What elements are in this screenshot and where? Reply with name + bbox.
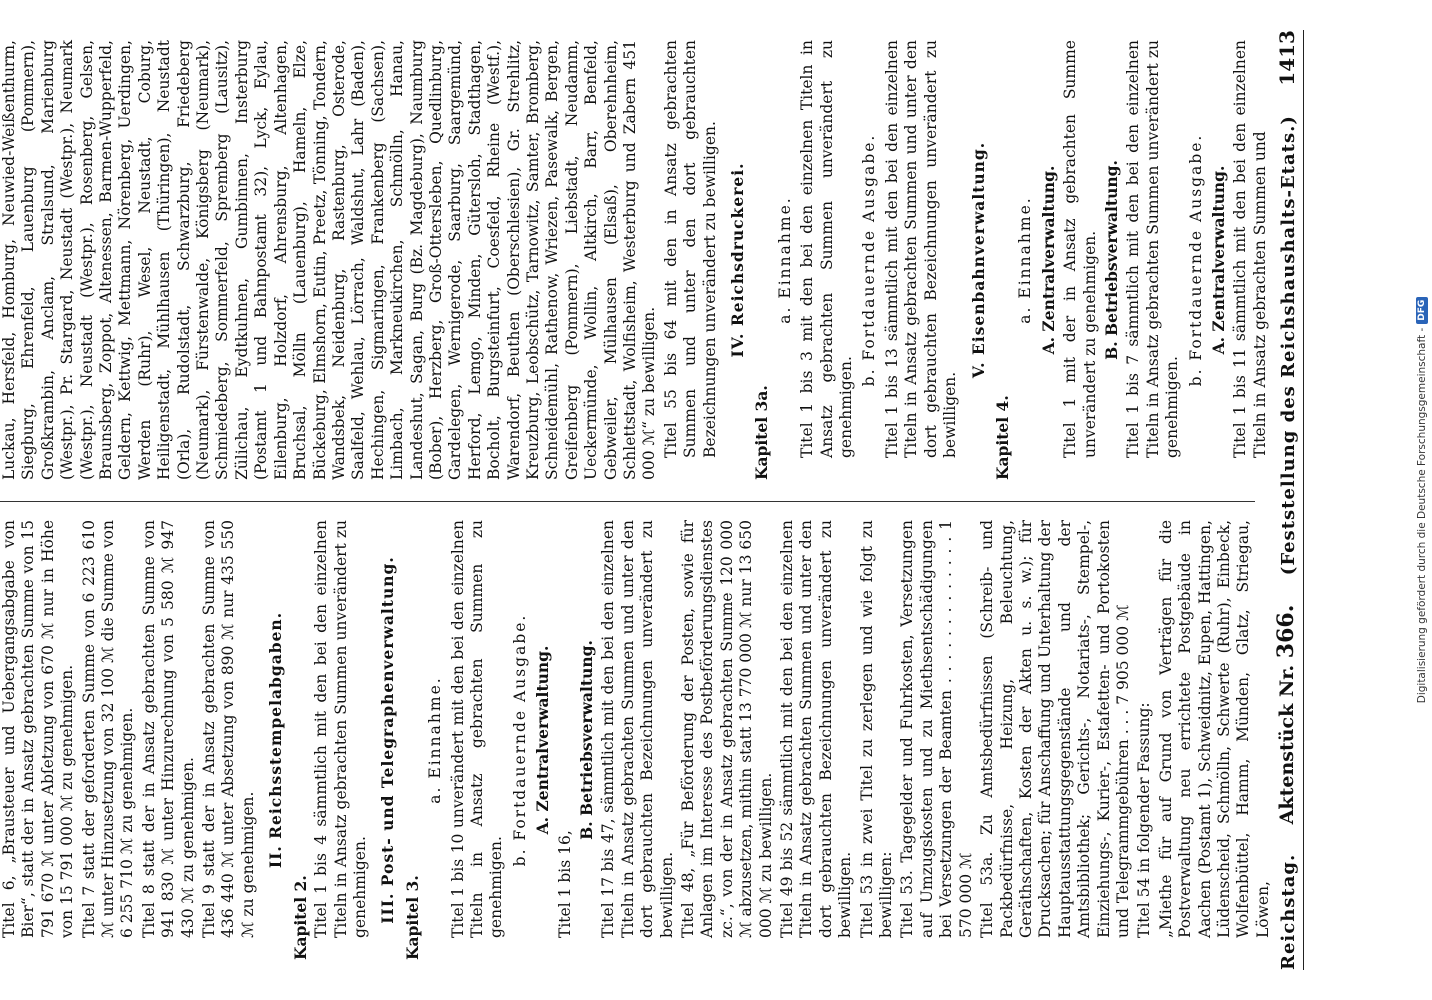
subheading-fortdauernde-ausgabe: b. Fortdauernde Ausgabe.	[1186, 133, 1205, 387]
paragraph-titel-8: Titel 8 statt der in Ansatz gebrachten Summe von 941 830 ℳ unter Hinzurechnung von 5 580 ℳ 947 430 ℳ zu genehmigen.	[139, 520, 197, 938]
paragraph-place-list: Luckau, Hersfeld, Homburg, Neuwied-Weißenthurm, Siegburg, Ehrenfeld, Lauenburg (Pommern), Großkrambin, Anclam, Stralsund, Marienburg (Westpr.), Pr. Stargard, Neustadt (Westpr.), Neumark (Westpr.), Neustadt (Westpr.), Rosenberg, Gelsen, Braunsberg, Zoppot, Altenessen, Barmen-Wupperfeld, Geldern, Kettwig, Mettmann, Nörenberg, Uerdingen, Werden (Ruhr), Wesel, Neustadt, Coburg, Heiligenstadt, Mühlhausen (Thüringen), Neustadt (Orla), Rudolstadt, Schwarzburg, Friedeberg (Neumark), Fürstenwalde, Königsberg (Neumark), Schmiedeberg, Sommerfeld, Spremberg (Lausitz), Zülichau, Eydtkuhnen, Gumbinnen, Insterburg (Postamt 1 und Bahnpostamt 32), Lyck, Eylau, Eilenburg, Holzdorf, Ahrensburg, Altenhagen, Bruchsal, Mölln (Lauenburg), Hameln, Elze, Bückeburg, Elmshorn, Eutin, Preetz, Tönning, Tondern, Wandsbek, Neidenburg, Rastenburg, Osterode, Saalfeld, Wehlau, Lörrach, Waldshut, Lahr (Baden), Hechingen, Sigmaringen, Frankenberg (Sachsen), Limbach, Markneukirchen, Schmölln, Hanau, Landeshut, Sagan, Burg (Bz. Magdeburg), Naumburg (Bober), Herzberg, Groß-Ottersleben, Quedlinburg, Gardelegen, Wernigerode, Saarburg, Saargemünd, Herford, Lemgo, Minden, Gütersloh, Stadthagen, Bocholt, Burgsteinfurt, Coesfeld, Rheine (Westf.), Warendorf, Beuthen (Oberschlesien), Gr. Strehlitz, Kreuzburg, Leobschütz, Tarnowitz, Samter, Bromberg, Schneidemühl, Rathenow, Wriezen, Pasewalk, Bergen, Greifenberg (Pommern), Liebstadt, Neudamm, Ueckermünde, Wollin, Altkirch, Barr, Benfeld, Gebweiler, Mülhausen (Elsaß), Oberehnheim, Schlettstadt, Wolfisheim, Westerburg und Zabern 451 000 ℳ“ zu bewilligen.	[0, 40, 659, 480]
subheading-fortdauernde-ausgabe: b. Fortdauernde Ausgabe.	[860, 133, 879, 387]
paragraph-titel-6: Titel 6, „Brausteuer und Uebergangsabgabe von Bier“, statt der in Ansatz gebrachten Summe von 15 791 670 ℳ unter Abſetzung von 670 ℳ nur in Höhe von 15 791 000 ℳ zu genehmigen.	[0, 520, 77, 938]
header-center	[1273, 605, 1299, 825]
paragraph: Titel 1 mit der in Ansatz gebrachten Summe unverändert zu genehmigen.	[1061, 40, 1099, 458]
subheading-betriebsverwaltung: B. Betriebsverwaltung.	[1101, 160, 1121, 360]
paragraph: Titel 1 bis 3 mit den bei den einzelnen Titeln in Ansatz gebrachten Summen unverändert zu genehmigen.	[798, 40, 856, 458]
funding-note-text-wrap	[1416, 10, 1428, 990]
subheading-einnahme: a. Einnahme.	[1016, 196, 1035, 324]
subheading-zentralverwaltung: A. Zentralverwaltung.	[533, 645, 553, 835]
kapitel-label: Kapitel 4.	[992, 395, 1012, 480]
subheading-betriebsverwaltung: B. Betriebsverwaltung.	[576, 640, 596, 840]
kapitel-label: Kapitel 2.	[290, 875, 310, 960]
funding-note-text: Digitalisierung gefördert durch die Deutsche Forschungsgemeinschaft -	[1416, 327, 1428, 704]
paragraph-titel-54: Titel 54 in folgender Fassung:	[1135, 702, 1154, 938]
subheading-einnahme: a. Einnahme.	[426, 676, 445, 804]
paragraph-titel-48: Titel 48, „Für Beförderung der Posten, sowie für Anlagen im Interesse des Postbeförderungsdienstes zc.“, von der in Ansatz gebrachten Summe 120 000 ℳ abzusetzen, mithin statt 13 770 000 ℳ nur 13 650 000 ℳ zu bewilligen.	[679, 520, 775, 938]
paragraph: Titel 49 bis 52 sämmtlich mit den bei den einzelnen Titeln in Ansatz gebrachten Summen und unter den dort gebrauchten Bezeichnungen unverändert zu bewilligen.	[778, 520, 855, 938]
paragraph-titel-53-entry: Titel 53. Tagegelder und Fuhrkosten, Versetzungen auf Umzugskosten und zu Miethsentschädigungen bei Versetzungen der Beamten . . . . . . . . . . . . . 1 570 000 ℳ	[898, 520, 975, 938]
left-column	[0, 520, 1272, 960]
paragraph: Titel 1 bis 7 sämmtlich mit den bei den einzelnen Titeln in Ansatz gebrachten Summen unverändert zu genehmigen.	[1124, 40, 1182, 458]
header-center-prefix: Aktenstück Nr.	[1276, 664, 1298, 825]
paragraph-titel-53: Titel 53 in zwei Titel zu zerlegen und wie folgt zu bewilligen:	[857, 520, 896, 938]
paragraph: Titel 1 bis 16,	[555, 830, 574, 938]
paragraph: Titel 1 bis 13 sämmtlich mit den bei den einzelnen Titeln in Ansatz gebrachten Summen und unter den dort gebrauchten Bezeichnungen unverändert zu bewilligen.	[882, 40, 960, 458]
paragraph: Titel 1 bis 4 sämmtlich mit den bei den einzelnen Titeln in Ansatz gebrachten Summen unverändert zu genehmigen.	[312, 520, 369, 938]
subheading-zentralverwaltung: A. Zentralverwaltung.	[1208, 165, 1228, 355]
document-number: 366.	[1273, 604, 1299, 659]
paragraph: Titel 1 bis 11 sämmtlich mit den bei den einzelnen Titeln in Ansatz gebrachten Summen und	[1231, 40, 1269, 458]
header-right: (Feststellung des Reichshaushalts-Etats.)	[1278, 115, 1299, 576]
section-heading-eisenbahnverwaltung: V. Eisenbahnverwaltung.	[968, 141, 988, 379]
paragraph-titel-7: Titel 7 statt der geforderten Summe von 6 223 610 ℳ unter Hinzusetzung von 32 100 ℳ die Summe von 6 255 710 ℳ zu genehmigen.	[79, 520, 137, 938]
dfg-logo: DFG	[1416, 297, 1428, 324]
subheading-zentralverwaltung: A. Zentralverwaltung.	[1038, 165, 1058, 355]
paragraph-titel-54-text: „Miethe für auf Grund von Verträgen für die Postverwaltung neu errichtete Postgebäude in Aachen (Postamt 1), Schweidnitz, Eupen, Hattingen, Lüdenscheid, Schmölln, Schwerte (Ruhr), Einbeck, Wolfenbüttel, Hamm, Münden, Glatz, Striegau, Löwen,	[1156, 520, 1272, 938]
section-heading-post-telegraphen: III. Post- und Telegraphenverwaltung.	[378, 556, 398, 924]
paragraph: Titel 17 bis 47, sämmtlich mit den bei den einzelnen Titeln in Ansatz gebrachten Summen und unter den dort gebrauchten Bezeichnungen unverändert zu bewilligen.	[599, 520, 676, 938]
kapitel-label: Kapitel 3.	[402, 875, 422, 960]
paragraph-titel-9: Titel 9 statt der in Ansatz gebrachten Summe von 436 440 ℳ unter Absetzung von 890 ℳ nur 435 550 ℳ zu genehmigen.	[200, 520, 257, 938]
subheading-einnahme: a. Einnahme.	[775, 196, 794, 324]
paragraph: Titel 55 bis 64 mit den in Ansatz gebrachten Summen und unter den dort gebrauchten Bezeichnungen unverändert zu bewilligen.	[661, 40, 719, 458]
section-heading-reichsdruckerei: IV. Reichsdruckerei.	[728, 162, 748, 358]
paragraph-titel-53a-entry: Titel 53a. Zu Amtsbedürfnissen (Schreib- und Packbedürfnisse, Heizung, Beleuchtung, Geräthschaften, Kosten der Akten u. s. w.); für Drucksachen; für Anschaffung und Unterhaltung der Hauptausstattungsgegenstände und der Amtsbibliothek; Gerichts-, Notariats-, Stempel-, Einziehungs-, Kurier-, Estafetten- und Portokosten und Telegrammgebühren . . . 7 905 000 ℳ	[978, 520, 1132, 938]
section-heading-reichsstempelabgaben: II. Reichsstempelabgaben.	[266, 611, 286, 869]
column-divider	[0, 501, 1255, 502]
right-column	[0, 40, 1269, 480]
subheading-fortdauernde-ausgabe: b. Fortdauernde Ausgabe.	[510, 613, 529, 867]
funding-note	[1398, 10, 1428, 990]
header-left: Reichstag.	[1278, 853, 1299, 970]
paragraph: Titel 1 bis 10 unverändert mit den bei den einzelnen Titeln in Ansatz gebrachten Summen zu genehmigen.	[448, 520, 506, 938]
kapitel-label: Kapitel 3a.	[752, 385, 772, 480]
page-number: 1413	[1275, 30, 1299, 86]
